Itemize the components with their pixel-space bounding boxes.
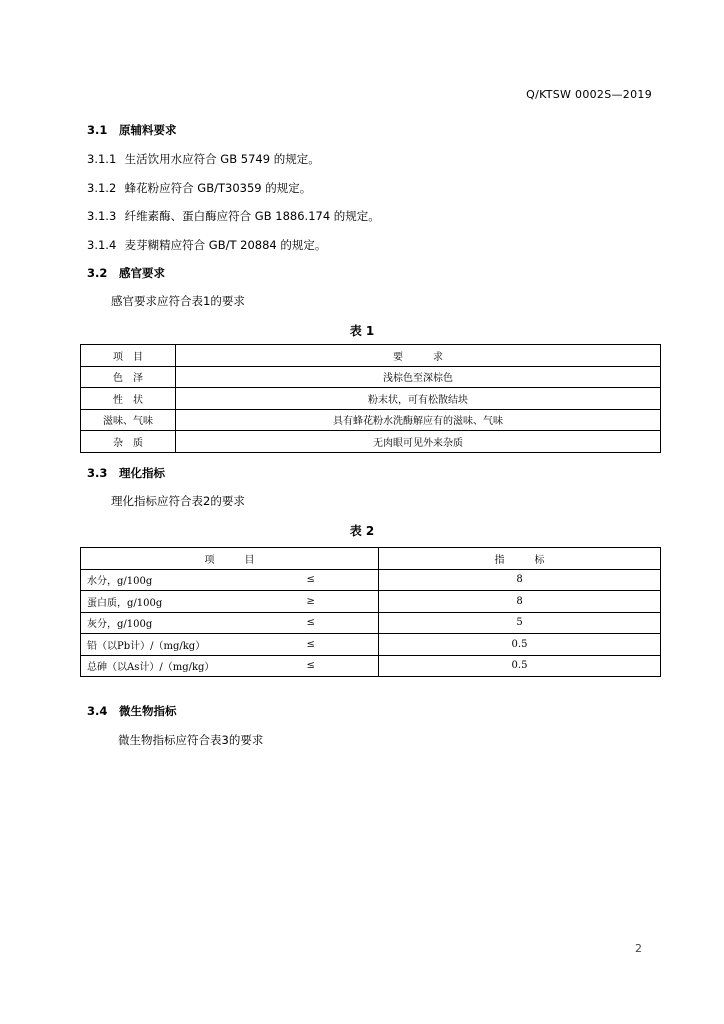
page-number: 2: [635, 942, 642, 955]
table-cell: 无肉眼可见外来杂质: [176, 431, 661, 453]
section-3-3-heading: [87, 465, 165, 481]
section-3-4-intro: 微生物指标应符合表3的要求: [118, 733, 264, 747]
table-cell: 总砷（以As计）/（mg/kg）: [81, 655, 301, 677]
section-3-1-2: [87, 180, 311, 196]
table-header-cell: 项 目: [81, 548, 379, 570]
table-row: [81, 366, 661, 388]
section-title: 原辅料要求: [119, 123, 177, 137]
section-title: 感官要求: [119, 266, 166, 280]
standard-code: Q/KTSW 0002S—2019: [526, 88, 652, 101]
table-row: [81, 634, 661, 656]
table-header-row: [81, 548, 661, 570]
table2-caption: 表 2: [349, 524, 375, 538]
table-header-cell: 指 标: [379, 548, 661, 570]
table-cell: 性 状: [81, 388, 176, 410]
table-cell: 8: [379, 569, 661, 591]
section-3-1-heading: [87, 122, 177, 138]
section-number: 3.3: [87, 466, 108, 480]
section-number: 3.1: [87, 123, 108, 137]
section-3-2-intro: 感官要求应符合表1的要求: [111, 294, 245, 308]
table-cell-comparator: ≥: [301, 591, 379, 613]
section-3-1-3: [87, 208, 380, 224]
section-text: 麦芽糊精应符合 GB/T 20884 的规定。: [124, 238, 327, 252]
table-row: [81, 612, 661, 634]
table-row: [81, 655, 661, 677]
table1-caption: 表 1: [349, 324, 375, 338]
section-number: 3.1.1: [87, 152, 117, 166]
table-cell: 水分，g/100g: [81, 569, 301, 591]
table-cell-comparator: ≤: [301, 569, 379, 591]
table-cell-comparator: ≤: [301, 634, 379, 656]
table-row: [81, 388, 661, 410]
table-header-cell: 项 目: [81, 345, 176, 367]
table-cell: 色 泽: [81, 366, 176, 388]
section-3-1-1: [87, 151, 320, 167]
table-cell: 浅棕色至深棕色: [176, 366, 661, 388]
table-row: [81, 569, 661, 591]
section-text: 生活饮用水应符合 GB 5749 的规定。: [124, 152, 320, 166]
section-number: 3.4: [87, 704, 108, 718]
table-cell-comparator: ≤: [301, 655, 379, 677]
table2-physicochemical-indicators: [80, 547, 661, 677]
table-cell: 杂 质: [81, 431, 176, 453]
section-number: 3.1.3: [87, 209, 117, 223]
table-cell: 灰分，g/100g: [81, 612, 301, 634]
table1-sensory-requirements: [80, 344, 661, 453]
table-cell-comparator: ≤: [301, 612, 379, 634]
section-number: 3.1.2: [87, 181, 117, 195]
table-cell: 蛋白质，g/100g: [81, 591, 301, 613]
section-3-1-4: [87, 237, 326, 253]
section-3-3-intro: 理化指标应符合表2的要求: [111, 494, 245, 508]
table-cell: 具有蜂花粉水洗酶解应有的滋味、气味: [176, 409, 661, 431]
section-text: 纤维素酶、蛋白酶应符合 GB 1886.174 的规定。: [124, 209, 380, 223]
table-cell: 粉末状，可有松散结块: [176, 388, 661, 410]
table-row: [81, 431, 661, 453]
table-cell: 8: [379, 591, 661, 613]
section-title: 微生物指标: [119, 704, 177, 718]
section-title: 理化指标: [119, 466, 166, 480]
table-row: [81, 591, 661, 613]
table-cell: 5: [379, 612, 661, 634]
table-header-row: [81, 345, 661, 367]
table-cell: 0.5: [379, 655, 661, 677]
section-3-2-heading: [87, 265, 165, 281]
table-cell: 铅（以Pb计）/（mg/kg）: [81, 634, 301, 656]
section-3-4-heading: [87, 703, 177, 719]
section-number: 3.2: [87, 266, 108, 280]
table-cell: 滋味、气味: [81, 409, 176, 431]
section-number: 3.1.4: [87, 238, 117, 252]
table-header-cell: 要 求: [176, 345, 661, 367]
table-row: [81, 409, 661, 431]
section-text: 蜂花粉应符合 GB/T30359 的规定。: [124, 181, 312, 195]
table-cell: 0.5: [379, 634, 661, 656]
